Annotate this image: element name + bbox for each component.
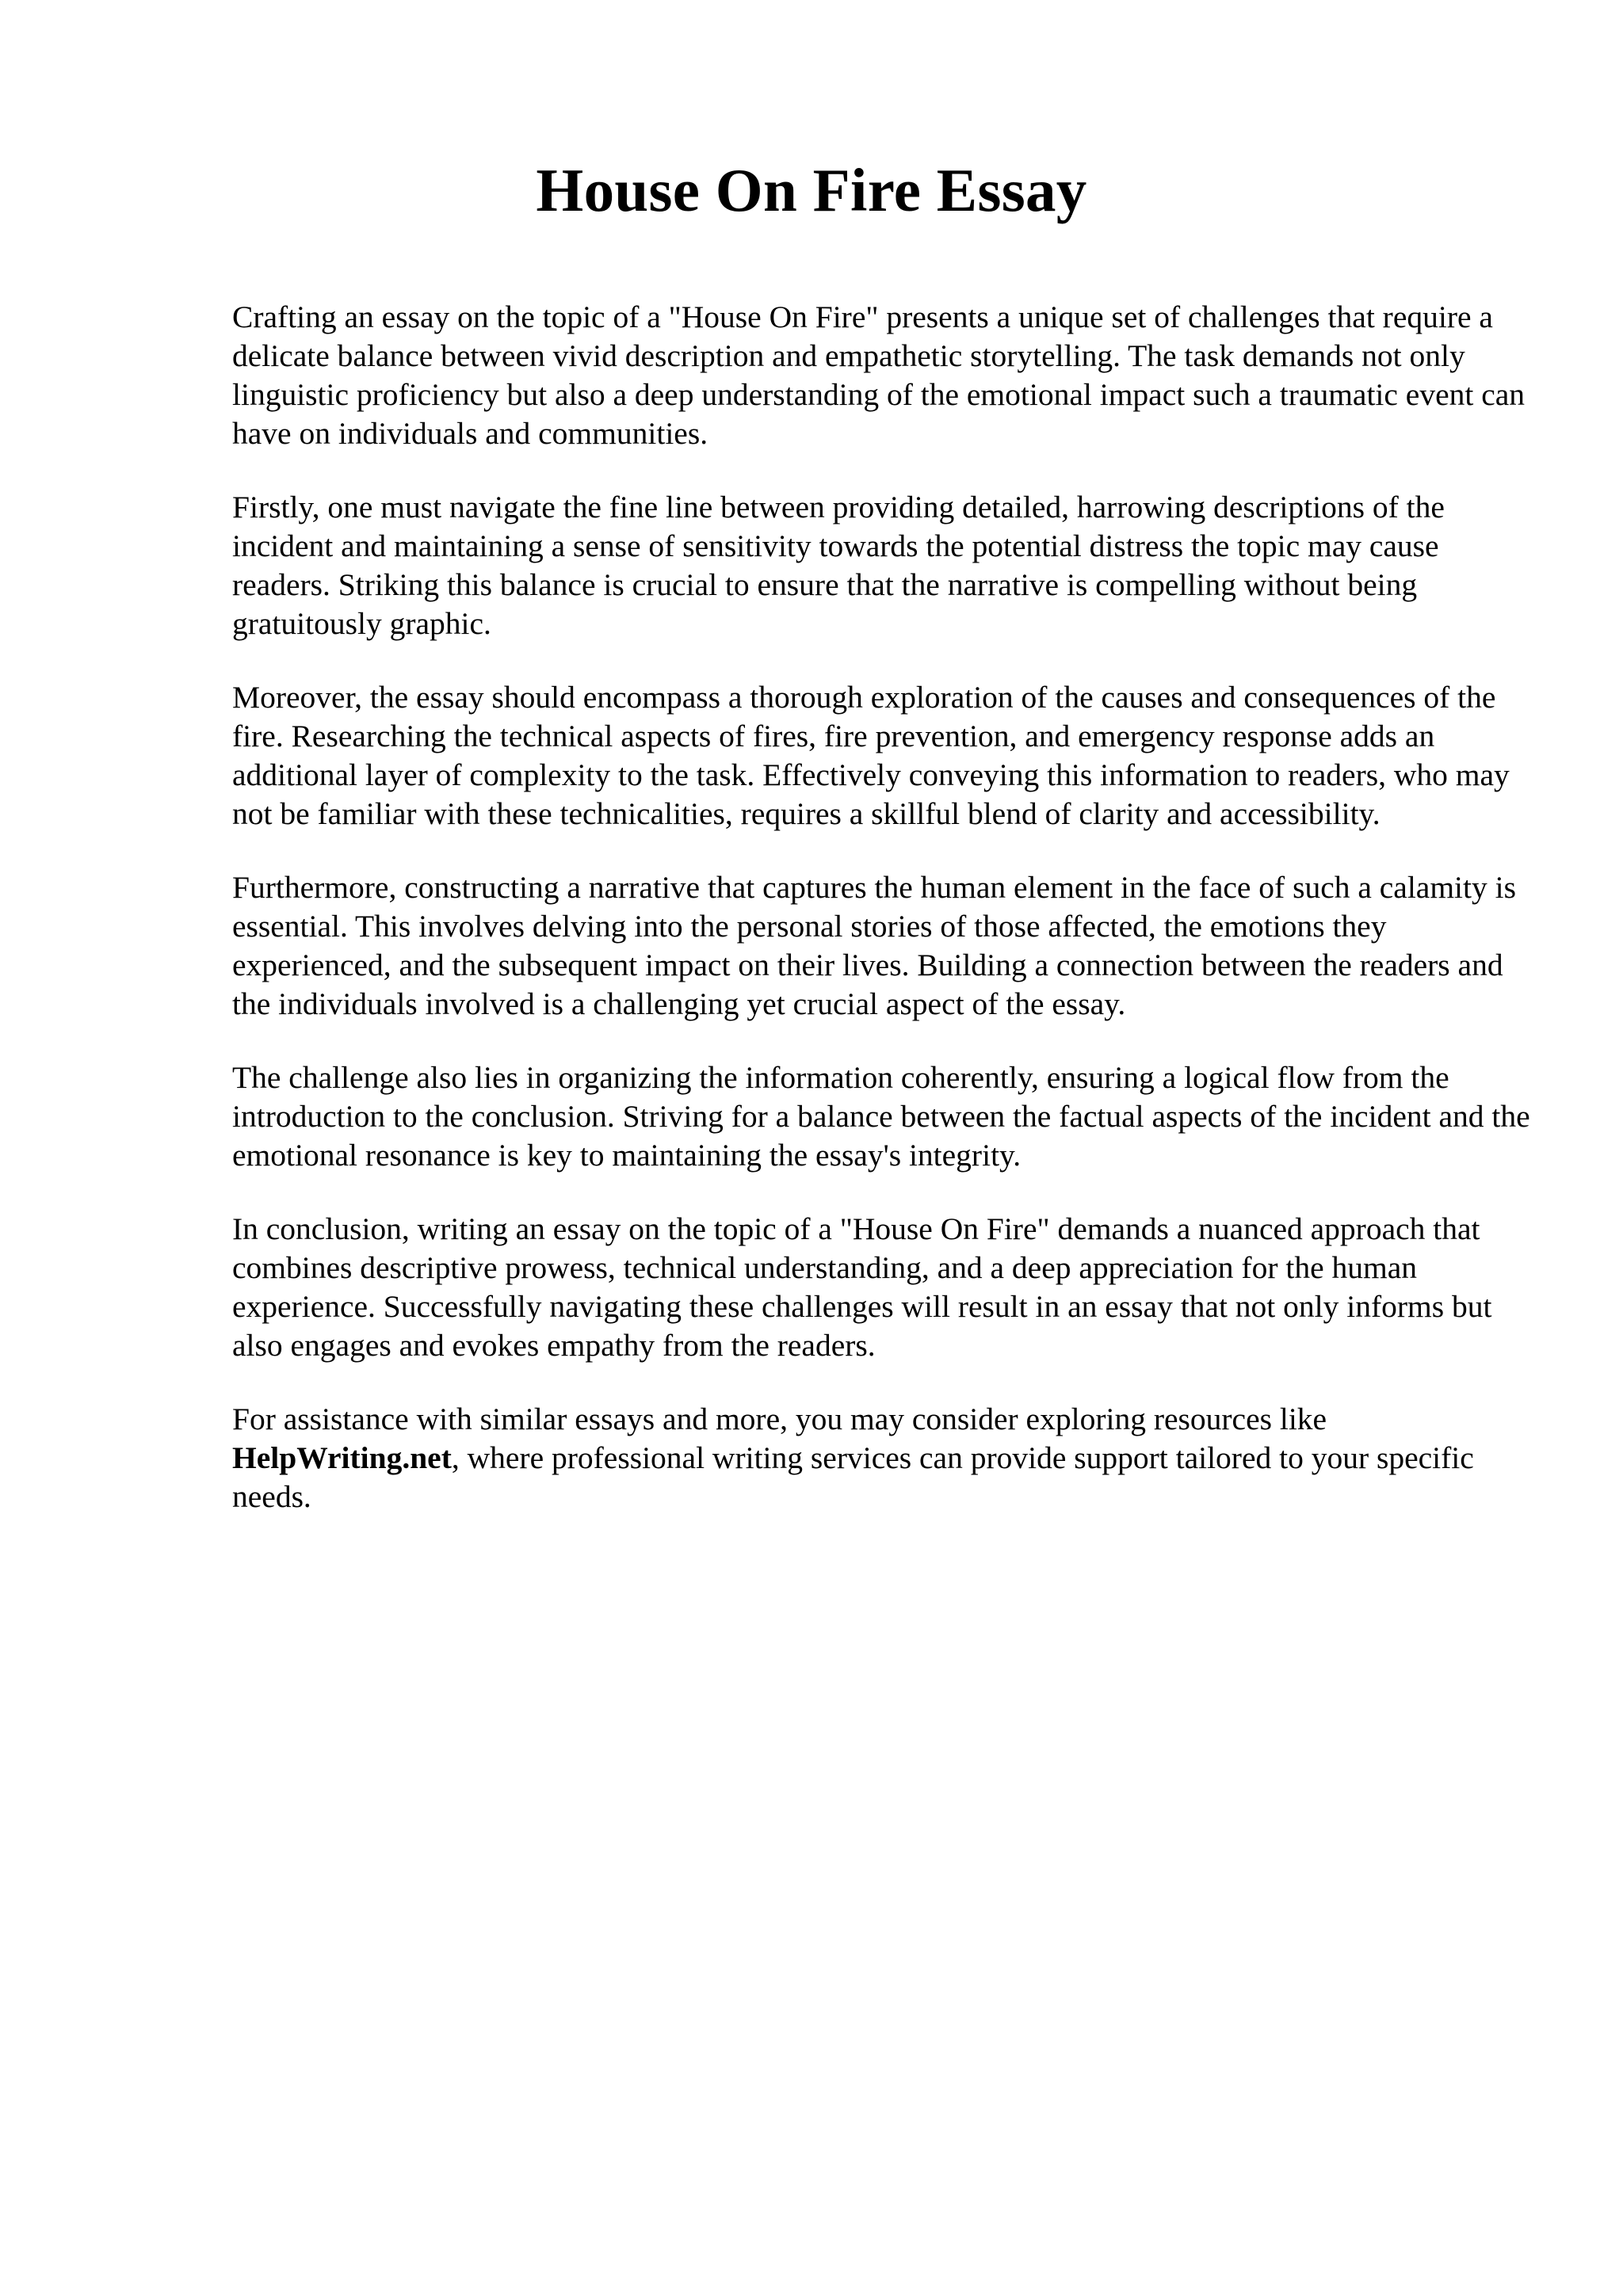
paragraph-4: Furthermore, constructing a narrative that captures the human element in the face of such a calamity is essential. This involves delving into the personal stories of those affected, the emotions they experienced, and the subsequent impact on their lives. Building a connection between the readers and the individuals involved is a challenging yet crucial aspect of the essay.	[232, 870, 1516, 1021]
document-title: House On Fire Essay	[536, 156, 1087, 224]
paragraph-1: Crafting an essay on the topic of a "House On Fire" presents a unique set of challenges that require a delicate balance between vivid description and empathetic storytelling. The task demands not only linguistic proficiency but also a deep understanding of the emotional impact such a traumatic event can have on individuals and communities.	[232, 299, 1526, 451]
paragraph-6: In conclusion, writing an essay on the topic of a "House On Fire" demands a nuanced approach that combines descriptive prowess, technical understanding, and a deep appreciation for the human experience. Successfully navigating these challenges will result in an essay that not only informs but also engages and evokes empathy from the readers.	[232, 1211, 1492, 1363]
closing-paragraph	[232, 1400, 1532, 1516]
paragraph-2: Firstly, one must navigate the fine line between providing detailed, harrowing descriptions of the incident and maintaining a sense of sensitivity towards the potential distress the topic may cause readers. Striking this balance is crucial to ensure that the narrative is compelling without being gratuitously graphic.	[232, 490, 1445, 641]
helpwriting-link[interactable]: HelpWriting.net	[232, 1440, 452, 1475]
closing-text-after: , where professional writing services can provide support tailored to your specific needs.	[232, 1440, 1474, 1514]
document-body	[232, 298, 1532, 1551]
closing-text-before: For assistance with similar essays and more, you may consider exploring resources like	[232, 1402, 1327, 1436]
paragraph-5: The challenge also lies in organizing the information coherently, ensuring a logical flow from the introduction to the conclusion. Striving for a balance between the factual aspects of the incident and the emotional resonance is key to maintaining the essay's integrity.	[232, 1060, 1530, 1173]
paragraph-3: Moreover, the essay should encompass a thorough exploration of the causes and consequences of the fire. Researching the technical aspects of fires, fire prevention, and emergency response adds an additional layer of complexity to the task. Effectively conveying this information to readers, who may not be familiar with these technicalities, requires a skillful blend of clarity and accessibility.	[232, 680, 1510, 831]
